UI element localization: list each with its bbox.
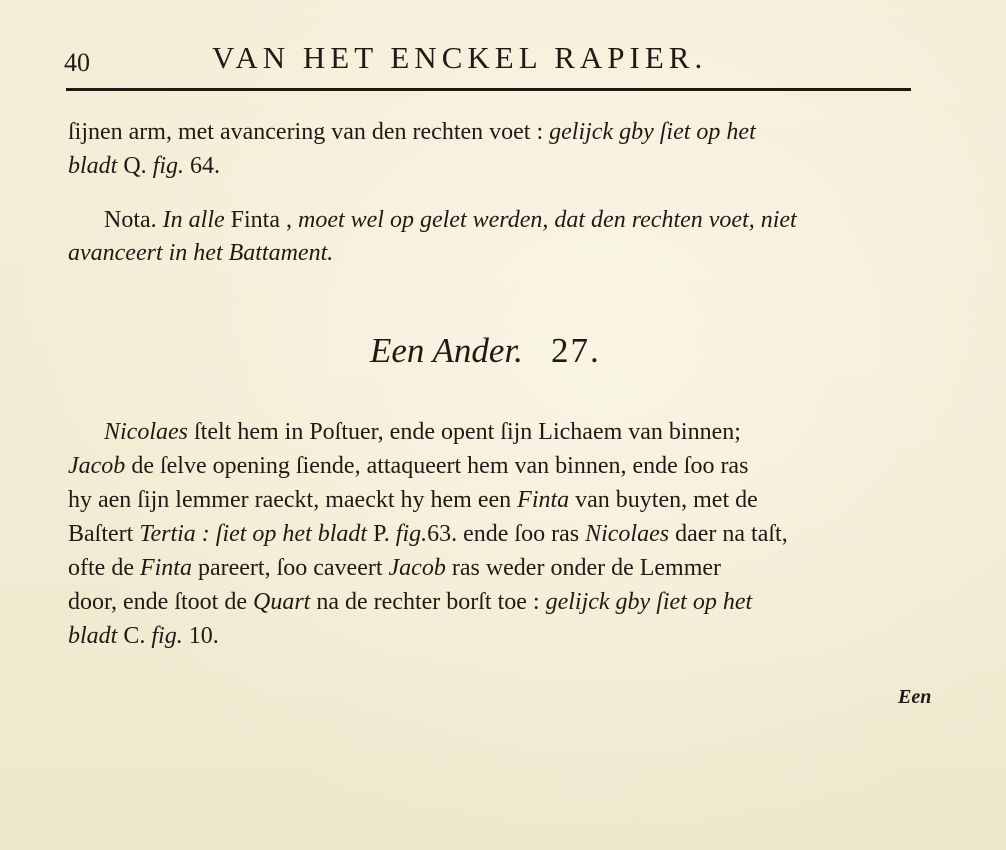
text-run: C.: [117, 623, 152, 649]
text-run: Baſtert: [68, 521, 140, 547]
text-run: de ſelve opening ſiende, attaqueert hem van binnen, ende ſoo ras: [125, 453, 749, 479]
italic-run: fig.: [152, 153, 185, 179]
text-run: P.: [367, 521, 396, 547]
paragraph-2-line-3: [68, 484, 936, 517]
paragraph-1-line-1: [68, 116, 936, 149]
nota-line-1: [104, 204, 972, 237]
italic-run: gelijck gby ſiet op het: [545, 589, 753, 615]
text-run: door, ende ſtoot de: [68, 589, 253, 615]
italic-run: moet wel op gelet werden, dat den rechten voet, niet: [297, 207, 797, 233]
paragraph-1-line-2: [68, 150, 936, 183]
running-title: VAN HET ENCKEL RAPIER.: [212, 40, 708, 75]
paragraph-2-line-6: [68, 586, 936, 619]
paragraph-2-line-2: [68, 450, 936, 483]
italic-run: fig.: [151, 623, 183, 649]
text-run: 63. ende ſoo ras: [427, 521, 586, 547]
catchword: Een: [898, 686, 932, 708]
paragraph-2-line-4: [68, 518, 936, 551]
text-run: pareert, ſoo caveert: [191, 555, 389, 581]
show-through-heading: [70, 318, 82, 359]
text-run: hy aen ſijn lemmer raeckt, maeckt hy hem een: [68, 487, 518, 513]
italic-run: Jacob: [68, 453, 126, 479]
italic-run: Quart: [253, 589, 311, 615]
text-run: 10.: [182, 623, 219, 649]
text-run: ſtelt hem in Poſtuer, ende opent ſijn Lichaem van binnen;: [188, 419, 741, 445]
italic-run: gelijck gby ſiet op het: [549, 119, 756, 145]
italic-run: Jacob: [388, 555, 446, 581]
italic-run: Finta: [139, 555, 192, 581]
italic-run: Nicolaes: [104, 419, 188, 445]
italic-run: Tertia : ſiet op het bladt: [139, 521, 368, 547]
text-run: van buyten, met de: [569, 487, 758, 513]
text-run: na de rechter borſt toe :: [310, 589, 546, 615]
paragraph-2-line-5: [68, 552, 936, 585]
italic-run: Finta: [517, 487, 570, 513]
text-run: 64.: [184, 153, 221, 179]
nota-line-2: avanceert in het Battament.: [68, 240, 334, 266]
text-run: Q.: [117, 153, 153, 179]
section-heading: [370, 331, 601, 371]
paragraph-2-line-7: [68, 620, 936, 653]
header-rule: [66, 88, 911, 91]
text-run: ofte de: [68, 555, 140, 581]
italic-run: Nicolaes: [585, 521, 670, 547]
text-run: daer na taſt,: [669, 521, 788, 547]
heading-number: 27.: [550, 331, 601, 370]
nota-label: Nota.: [104, 207, 163, 233]
heading-title: Een Ander.: [370, 331, 523, 370]
text-run: ras weder onder de Lemmer: [445, 555, 722, 581]
italic-run: In alle: [162, 207, 225, 233]
text-run: ſijnen arm, met avancering van den rechten voet :: [68, 119, 550, 145]
paragraph-2-line-1: [104, 416, 972, 449]
page-header: [64, 38, 910, 78]
italic-run: fig.: [395, 521, 428, 547]
italic-run: bladt: [68, 153, 118, 179]
text-run: Finta ,: [224, 207, 298, 233]
page-number: 40: [64, 48, 90, 77]
italic-run: bladt: [68, 623, 118, 649]
